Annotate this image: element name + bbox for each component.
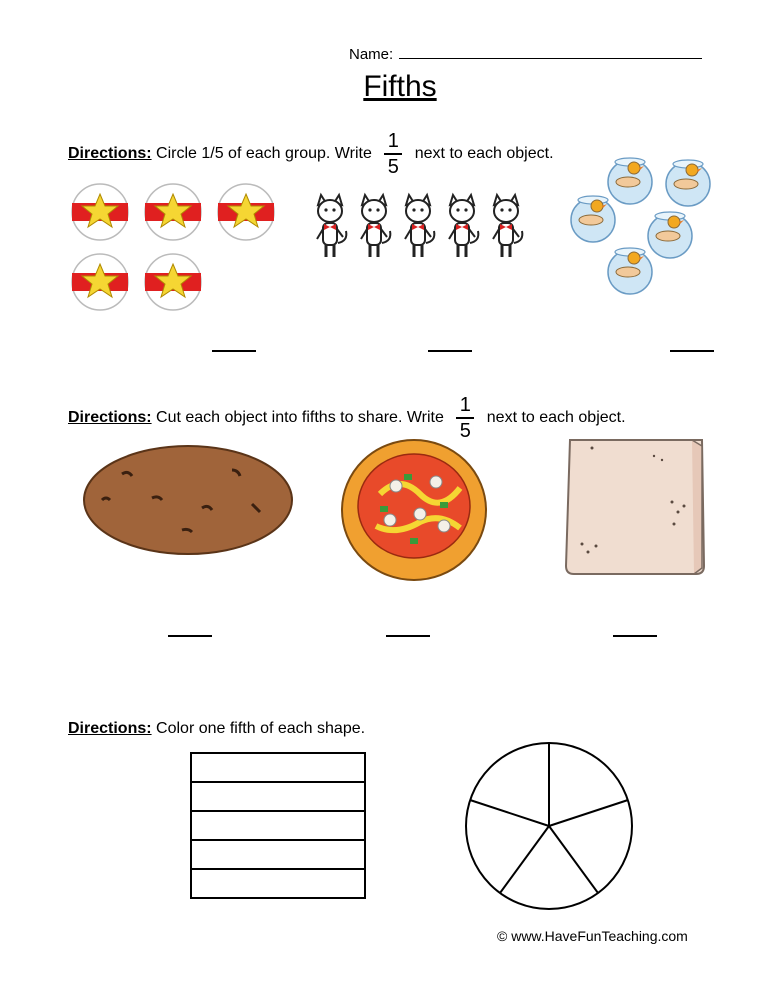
- cat: [449, 195, 478, 257]
- answer-line-cats[interactable]: [428, 350, 472, 352]
- star-ball: [145, 184, 201, 240]
- fraction-numerator: 1: [387, 130, 399, 152]
- potato-illustration: [82, 444, 294, 556]
- pizza-illustration: [340, 434, 490, 584]
- section1-fraction: [384, 130, 402, 178]
- fraction-bar: [384, 153, 402, 155]
- rectangle-fifths-shape[interactable]: [190, 752, 368, 902]
- name-blank-line[interactable]: [399, 44, 702, 59]
- rectangle-outline: [191, 753, 365, 898]
- fishbowl: [608, 248, 652, 294]
- cat: [361, 195, 390, 257]
- star-ball: [72, 184, 128, 240]
- section2-text-before: Cut each object into fifths to share. Write: [156, 409, 444, 427]
- answer-line-fishbowls[interactable]: [670, 350, 714, 352]
- name-label: Name:: [349, 46, 394, 63]
- circle-fifths-shape[interactable]: [464, 741, 636, 913]
- answer-line-stars[interactable]: [212, 350, 256, 352]
- cat-group: [310, 193, 530, 259]
- fraction-numerator: 1: [459, 394, 471, 416]
- fraction-denominator: 5: [459, 420, 471, 442]
- section2-text-after: next to each object.: [486, 409, 626, 427]
- toast-illustration: [562, 436, 708, 578]
- section1-text-after: next to each object.: [414, 145, 554, 163]
- page-title: Fifths: [363, 70, 437, 103]
- section2-label: Directions:: [68, 409, 152, 427]
- star-ball: [218, 184, 274, 240]
- fishbowl: [666, 160, 710, 206]
- name-field[interactable]: [349, 44, 702, 63]
- cat: [493, 195, 522, 257]
- section1-text-before: Circle 1/5 of each group. Write: [156, 145, 372, 163]
- star-ball: [145, 254, 201, 310]
- section1-label: Directions:: [68, 145, 152, 163]
- fishbowl: [648, 212, 692, 258]
- answer-line-pizza[interactable]: [386, 635, 430, 637]
- cat: [317, 195, 346, 257]
- copyright-footer: © www.HaveFunTeaching.com: [497, 928, 688, 944]
- answer-line-potato[interactable]: [168, 635, 212, 637]
- fishbowl: [571, 196, 615, 242]
- star-ball: [72, 254, 128, 310]
- cat: [405, 195, 434, 257]
- fishbowl-group: [568, 150, 738, 300]
- fishbowl: [608, 158, 652, 204]
- section3-label: Directions:: [68, 720, 152, 737]
- section1-directions: [68, 130, 554, 178]
- fraction-bar: [456, 417, 474, 419]
- section3-directions: [68, 720, 365, 738]
- fraction-denominator: 5: [387, 156, 399, 178]
- star-ball-group: [70, 182, 210, 312]
- answer-line-toast[interactable]: [613, 635, 657, 637]
- section3-text: Color one fifth of each shape.: [156, 720, 366, 737]
